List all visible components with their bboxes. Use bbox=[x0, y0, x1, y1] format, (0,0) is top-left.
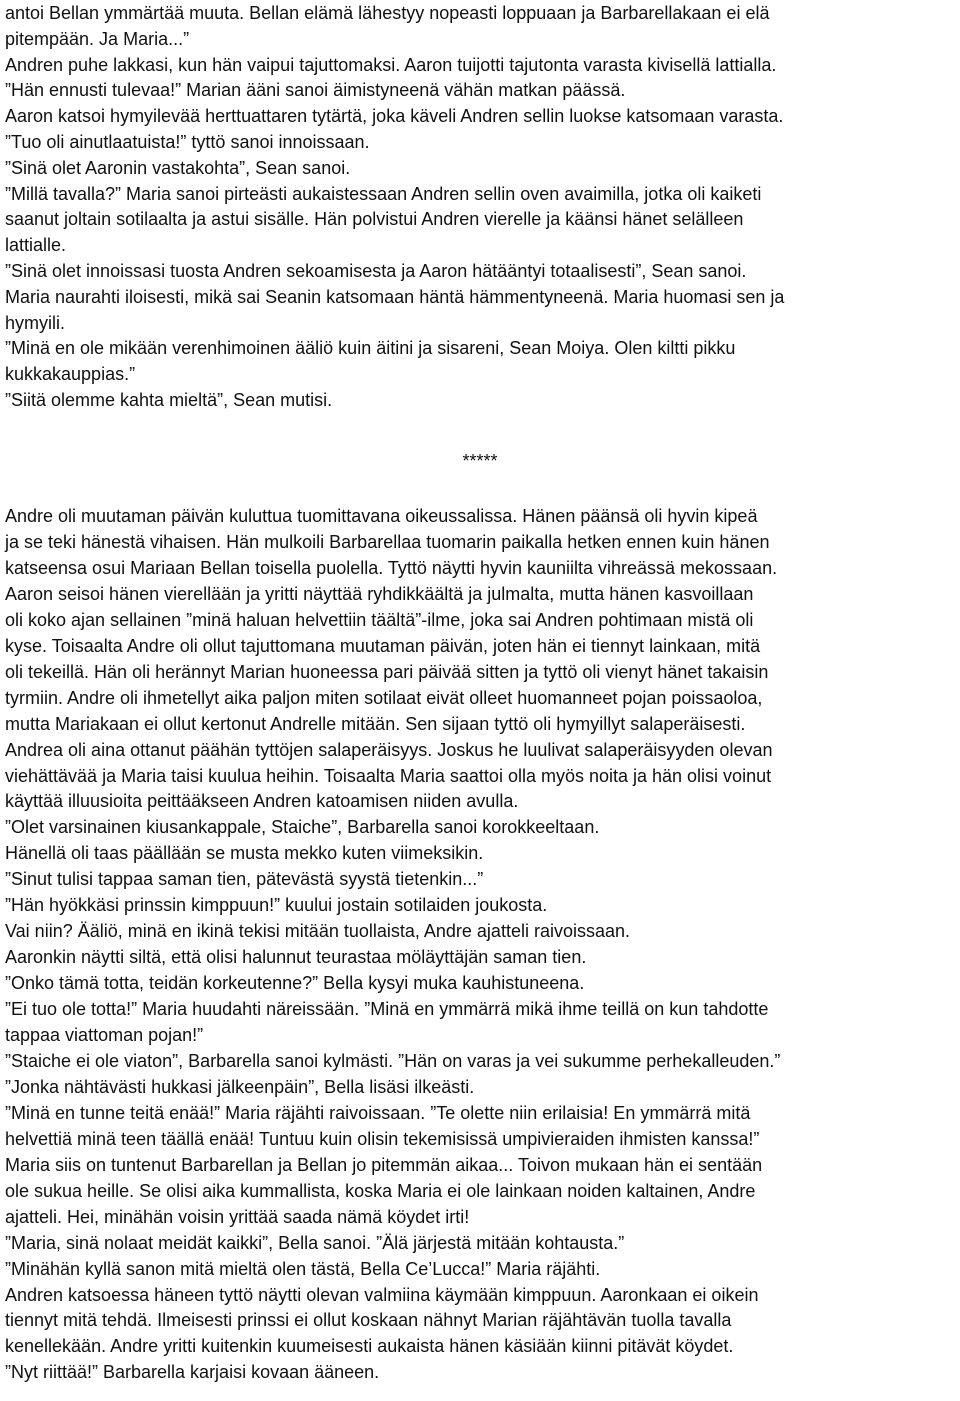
text-line: ”Millä tavalla?” Maria sanoi pirteästi aukaistessaan Andren sellin oven avaimilla, jotka oli kaiketi bbox=[5, 183, 762, 204]
text-line: ”Nyt riittää!” Barbarella karjaisi kovaan ääneen. bbox=[5, 1362, 380, 1383]
text-line: helvettiä minä teen täällä enää! Tuntuu kuin olisin tekemisissä umpivieraiden ihmisten kanssa!” bbox=[5, 1128, 760, 1149]
text-line: ”Maria, sinä nolaat meidät kaikki”, Bella sanoi. ”Älä järjestä mitään kohtausta.” bbox=[5, 1232, 625, 1253]
text-line: käyttää illuusioita peittääkseen Andren katoamisen niiden avulla. bbox=[5, 791, 519, 812]
text-line: ”Ei tuo ole totta!” Maria huudahti näreissään. ”Minä en ymmärrä mikä ihme teillä on kun tahdotte bbox=[5, 999, 769, 1020]
text-line: tiennyt mitä tehdä. Ilmeisesti prinssi ei ollut koskaan nähnyt Marian räjähtävän tuolla tavalla bbox=[5, 1310, 732, 1331]
text-line: kenellekään. Andre yritti kuitenkin kuumeisesti aukaista hänen käsiään kiinni pitävät köydet. bbox=[5, 1336, 734, 1357]
text-line: Hänellä oli taas päällään se musta mekko kuten viimeksikin. bbox=[5, 843, 484, 864]
text-line: Aaron seisoi hänen vierellään ja yritti näyttää ryhdikkäältä ja julmalta, mutta hänen kasvoillaan bbox=[5, 583, 754, 604]
text-line: antoi Bellan ymmärtää muuta. Bellan elämä lähestyy nopeasti loppuaan ja Barbarellakaan ei elä bbox=[5, 3, 770, 23]
text-line: tappaa viattoman pojan!” bbox=[5, 1025, 204, 1045]
text-line: saanut joltain sotilaalta ja astui sisälle. Hän polvistui Andren vierelle ja käänsi hänet selälleen bbox=[5, 209, 744, 230]
text-line: Andre oli muutaman päivän kuluttua tuomittavana oikeussalissa. Hänen päänsä oli hyvin kipeä bbox=[5, 506, 758, 526]
text-line: ”Minähän kyllä sanon mitä mieltä olen tästä, Bella Ce’Lucca!” Maria räjähti. bbox=[5, 1258, 601, 1279]
text-line: Aaronkin näytti siltä, että olisi halunnut teurastaa möläyttäjän saman tien. bbox=[5, 947, 587, 968]
section-separator: ***** bbox=[462, 451, 498, 471]
text-line: hymyili. bbox=[5, 312, 66, 333]
text-line: oli tekeillä. Hän oli herännyt Marian huoneessa pari päivää sitten ja tyttö oli vienyt hänet takaisin bbox=[5, 661, 769, 682]
text-line: ”Onko tämä totta, teidän korkeutenne?” Bella kysyi muka kauhistuneena. bbox=[5, 973, 585, 994]
text-line: ajatteli. Hei, minähän voisin yrittää saada nämä köydet irti! bbox=[5, 1206, 470, 1227]
text-line: Vai niin? Ääliö, minä en ikinä tekisi mitään tuollaista, Andre ajatteli raivoissaan. bbox=[5, 921, 630, 942]
text-line: ja se teki hänestä vihaisen. Hän mulkoili Barbarellaa tuomarin paikalla hetken ennen kuin hänen bbox=[5, 531, 770, 552]
text-line: ”Minä en tunne teitä enää!” Maria räjähti raivoissaan. ”Te olette niin erilaisia! En ymmärrä mitä bbox=[5, 1102, 751, 1123]
text-line: ”Tuo oli ainutlaatuista!” tyttö sanoi innoissaan. bbox=[5, 132, 370, 152]
text-line: viehättävää ja Maria taisi kuulua heihin. Toisaalta Maria saattoi olla myös noita ja hän olisi voinut bbox=[5, 765, 772, 786]
text-line: ”Sinä olet innoissasi tuosta Andren sekoamisesta ja Aaron hätääntyi totaalisesti”, Sean sanoi. bbox=[5, 261, 747, 281]
text-line: pitempään. Ja Maria...” bbox=[5, 28, 190, 49]
text-line: Maria naurahti iloisesti, mikä sai Seanin katsomaan häntä hämmentyneenä. Maria huomasi sen ja bbox=[5, 286, 785, 307]
text-line: ”Sinä olet Aaronin vastakohta”, Sean sanoi. bbox=[5, 157, 351, 178]
text-line: Andren katsoessa häneen tyttö näytti olevan valmiina käymään kimppuun. Aaronkaan ei oikein bbox=[5, 1284, 759, 1305]
text-line: ”Olet varsinainen kiusankappale, Staiche”, Barbarella sanoi korokkeeltaan. bbox=[5, 817, 600, 838]
text-line: Andren puhe lakkasi, kun hän vaipui tajuttomaksi. Aaron tuijotti tajutonta varasta kivisellä lattialla. bbox=[5, 54, 777, 75]
text-line: ”Sinut tulisi tappaa saman tien, pätevästä syystä tietenkin...” bbox=[5, 869, 484, 890]
text-line: katseensa osui Mariaan Bellan toisella puolella. Tyttö näytti hyvin kauniilta vihreässä mekossaan. bbox=[5, 557, 778, 578]
text-line: Andrea oli aina ottanut päähän tyttöjen salaperäisyys. Joskus he luulivat salaperäisyyden olevan bbox=[5, 739, 773, 760]
text-line: ”Staiche ei ole viaton”, Barbarella sanoi kylmästi. ”Hän on varas ja vei sukumme perhekalleuden.” bbox=[5, 1050, 781, 1071]
text-line: lattialle. bbox=[5, 235, 67, 256]
text-line: ”Siitä olemme kahta mieltä”, Sean mutisi. bbox=[5, 390, 333, 410]
text-line: ”Jonka nähtävästi hukkasi jälkeenpäin”, Bella lisäsi ilkeästi. bbox=[5, 1076, 475, 1097]
text-line: kukkakauppias.” bbox=[5, 364, 136, 385]
text-line: ”Minä en ole mikään verenhimoinen ääliö kuin äitini ja sisareni, Sean Moiya. Olen kiltti pikku bbox=[5, 338, 736, 359]
text-line: ”Hän ennusti tulevaa!” Marian ääni sanoi äimistyneenä vähän matkan päässä. bbox=[5, 80, 626, 101]
text-line: Maria siis on tuntenut Barbarellan ja Bellan jo pitemmän aikaa... Toivon mukaan hän ei sentään bbox=[5, 1154, 763, 1175]
text-line: oli koko ajan sellainen ”minä haluan helvettiin täältä”-ilme, joka sai Andren pohtimaan mistä oli bbox=[5, 609, 754, 630]
text-line: ole sukua heille. Se olisi aika kummallista, koska Maria ei ole lainkaan noiden kaltainen, Andre bbox=[5, 1180, 756, 1201]
text-line: ”Hän hyökkäsi prinssin kimppuun!” kuului jostain sotilaiden joukosta. bbox=[5, 895, 548, 916]
text-line: Aaron katsoi hymyilevää herttuattaren tytärtä, joka käveli Andren sellin luokse katsomaan varasta. bbox=[5, 106, 784, 127]
text-line: kyse. Toisaalta Andre oli ollut tajuttomana muutaman päivän, joten hän ei tiennyt lainkaan, mitä bbox=[5, 635, 761, 656]
text-line: tyrmiin. Andre oli ihmetellyt aika paljon miten sotilaat eivät olleet huomanneet pojan poissaoloa, bbox=[5, 687, 763, 708]
text-line: mutta Mariakaan ei ollut kertonut Andrelle mitään. Sen sijaan tyttö oli hymyillyt salaperäisesti. bbox=[5, 713, 746, 734]
